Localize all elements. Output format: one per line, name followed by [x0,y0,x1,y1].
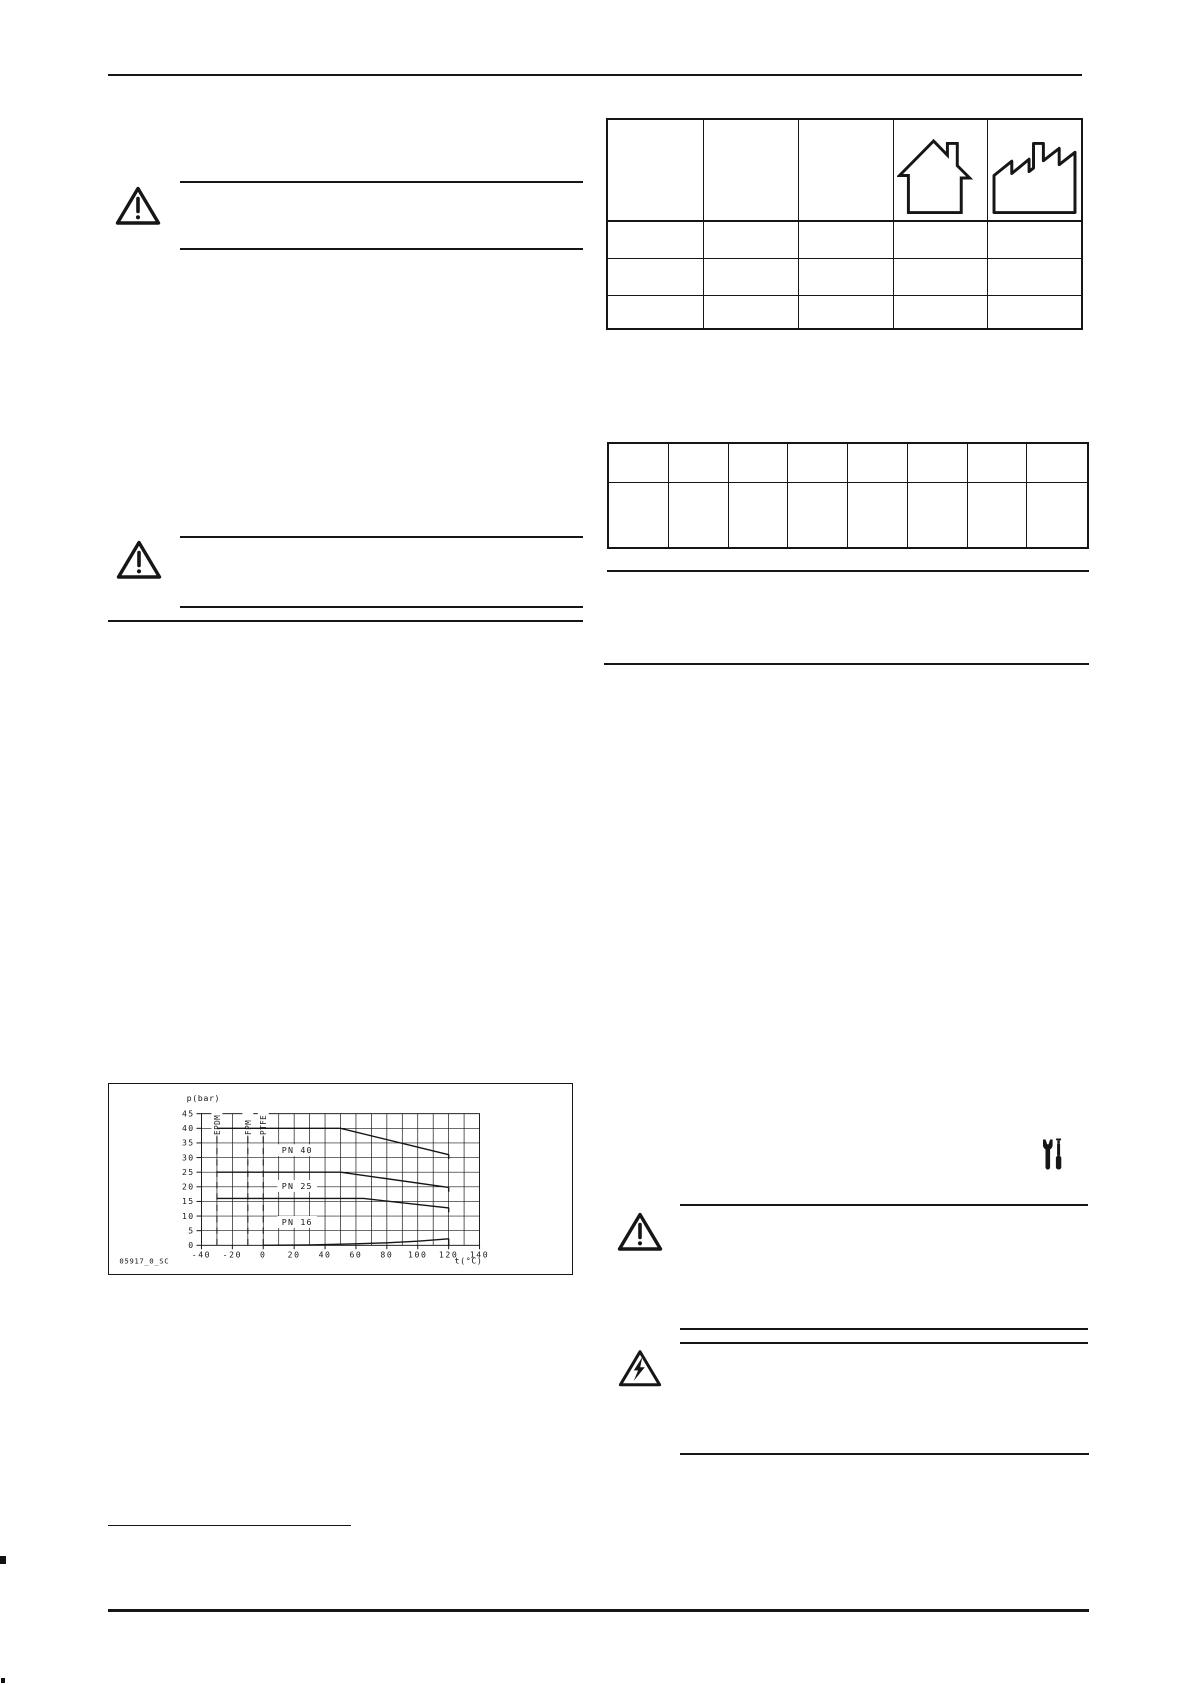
electrical-note-bottom-rule [680,1453,1089,1455]
data-table-lower-rule [607,570,1089,572]
table-header-cell [704,120,799,222]
table-header-cell [988,120,1081,222]
svg-text:PN 16: PN 16 [281,1216,313,1227]
svg-text:5: 5 [188,1225,195,1236]
svg-text:15: 15 [181,1196,195,1207]
chart-canvas [109,1084,572,1274]
table-header-cell [894,120,988,222]
table-cell [729,444,789,483]
svg-text:60: 60 [349,1249,363,1260]
table-cell [988,296,1081,328]
table-cell [968,444,1028,483]
table-cell [788,483,848,547]
table-cell [608,259,704,296]
header-rule [108,74,1082,76]
warning-note-mid-rule-upper [180,536,583,538]
svg-text:45: 45 [181,1108,195,1119]
page-edge-artifact [0,1556,6,1564]
table-cell [729,483,789,547]
table-cell [1027,444,1087,483]
table-cell [908,444,968,483]
svg-text:-20: -20 [222,1249,243,1260]
house-icon [897,137,984,216]
table-cell [988,259,1081,296]
svg-text:40: 40 [181,1123,195,1134]
table-cell [988,222,1081,259]
table-cell [609,444,669,483]
table-cell [669,483,729,547]
warning-note-top-rule-lower [180,248,583,250]
table-cell [609,483,669,547]
warning-note-top-rule-upper [180,181,583,183]
electrical-note-rule-upper [680,1328,1088,1330]
svg-text:35: 35 [181,1137,195,1148]
approvals-table [606,118,1083,330]
svg-text:10: 10 [181,1210,195,1221]
table-cell [669,444,729,483]
table-cell [704,259,799,296]
svg-text:t(°C): t(°C) [454,1255,483,1266]
warning-note-rule-right [680,1204,1088,1206]
svg-text:20: 20 [181,1181,195,1192]
table-cell [799,222,894,259]
table-cell [799,296,894,328]
svg-text:80: 80 [380,1249,394,1260]
data-table [607,442,1089,549]
svg-text:PN 40: PN 40 [281,1145,313,1156]
warning-triangle-icon [115,185,161,226]
svg-text:30: 30 [181,1152,195,1163]
table-cell [894,259,988,296]
table-cell [608,296,704,328]
svg-text:p(bar): p(bar) [186,1092,221,1103]
electrical-note-rule-lower [680,1342,1088,1344]
svg-text:20: 20 [287,1249,301,1260]
electrical-hazard-icon [618,1348,662,1388]
table-cell [704,222,799,259]
svg-text:0: 0 [260,1249,267,1260]
svg-text:FPM: FPM [243,1119,253,1135]
table-cell [894,296,988,328]
svg-text:05917_0_SC: 05917_0_SC [119,1256,170,1266]
svg-text:40: 40 [318,1249,332,1260]
svg-text:100: 100 [408,1249,428,1260]
table-cell [848,444,908,483]
table-header-cell [608,120,704,222]
table-header-cell [799,120,894,222]
table-cell [1027,483,1087,547]
footer-rule [108,1609,1089,1612]
svg-text:140: 140 [469,1249,490,1260]
section-rule-left [108,620,583,622]
warning-note-mid-rule-lower [180,606,583,608]
svg-text:0: 0 [188,1240,195,1251]
table-cell [788,444,848,483]
svg-text:PTFE: PTFE [259,1114,269,1135]
page-corner-artifact [1,1678,5,1683]
footnote-separator-rule [108,1525,351,1526]
svg-text:-40: -40 [191,1249,212,1260]
pressure-temperature-chart [108,1083,573,1275]
tools-icon [1042,1138,1064,1173]
svg-text:25: 25 [181,1166,195,1177]
warning-triangle-icon [116,539,162,580]
section-rule-right [604,663,1089,665]
table-cell [799,259,894,296]
warning-triangle-icon [617,1211,663,1252]
table-cell [968,483,1028,547]
svg-text:120: 120 [438,1249,459,1260]
table-cell [608,222,704,259]
table-cell [848,483,908,547]
svg-text:EPDM: EPDM [212,1114,222,1135]
table-cell [894,222,988,259]
table-cell [704,296,799,328]
table-cell [908,483,968,547]
factory-icon [990,137,1079,216]
svg-text:PN 25: PN 25 [281,1180,313,1191]
